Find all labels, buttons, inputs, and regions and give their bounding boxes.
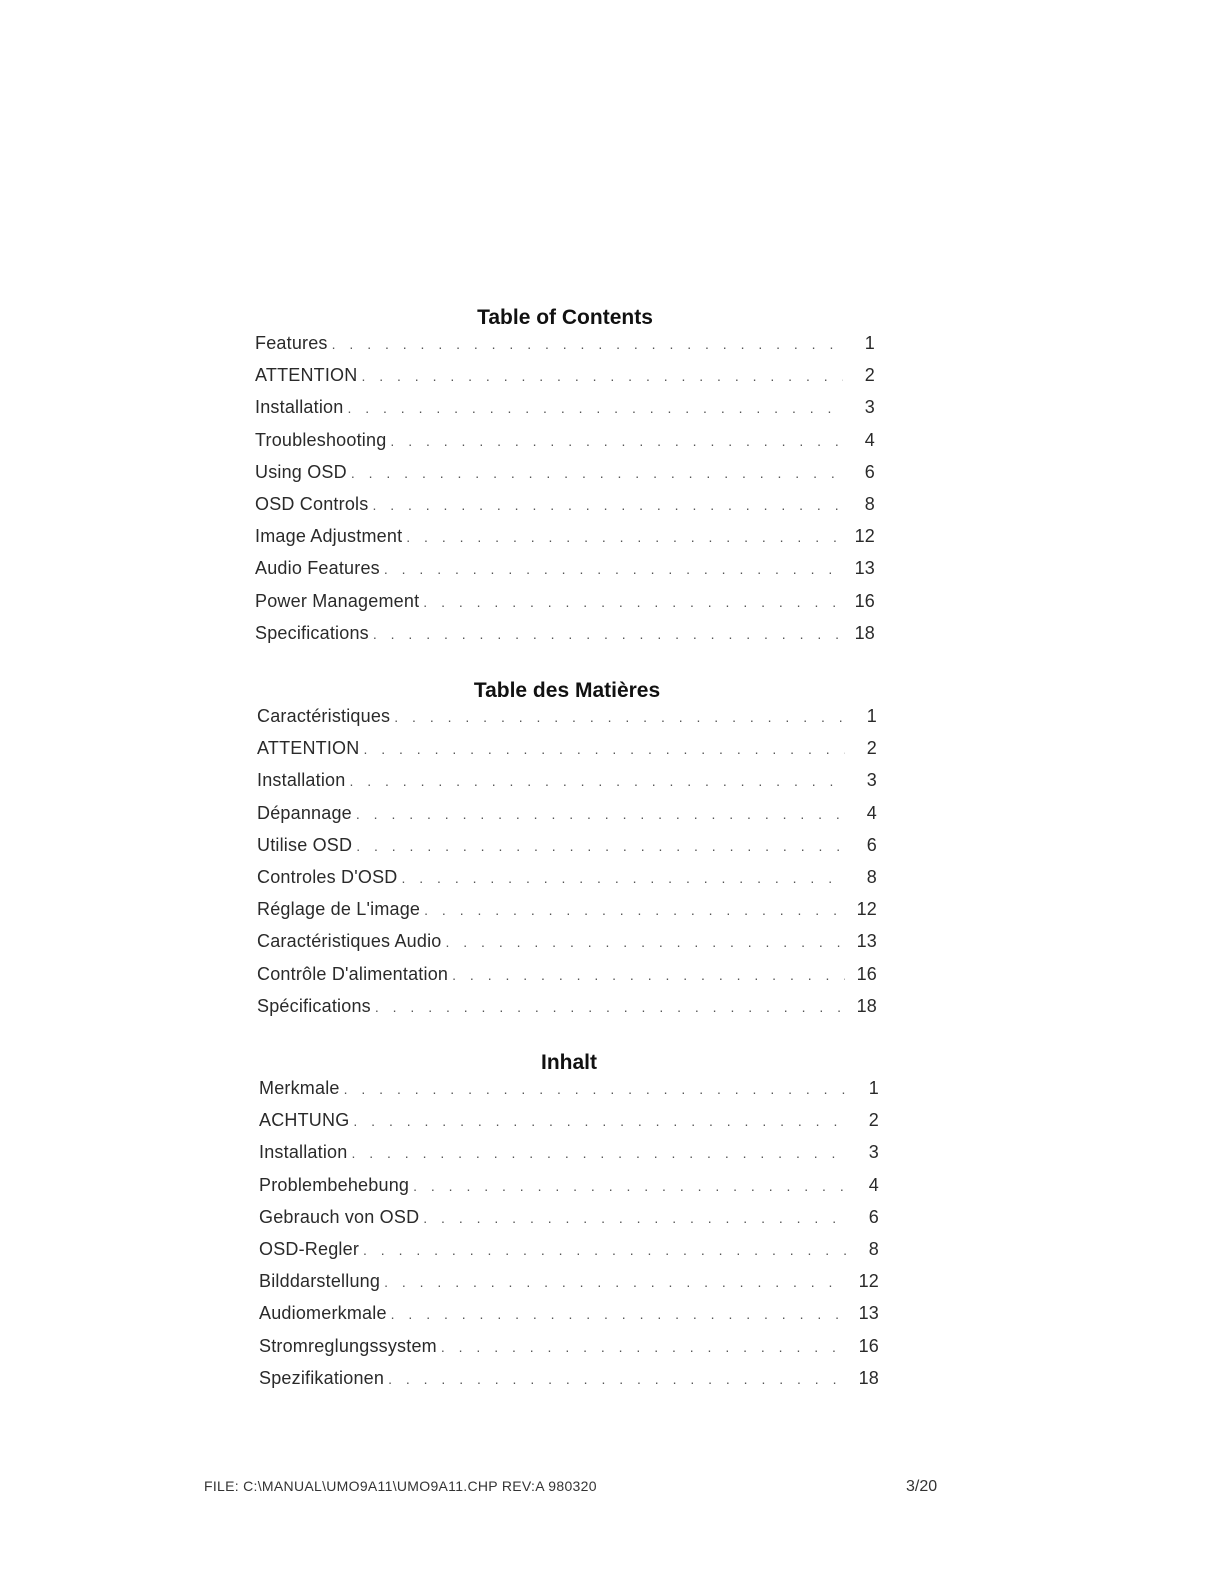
dot-leader [384, 561, 843, 577]
dot-leader [413, 1178, 847, 1194]
dot-leader [351, 465, 843, 481]
toc-entry [259, 1078, 879, 1110]
toc-entry-page: 2 [866, 738, 877, 759]
toc-entry-page: 13 [856, 931, 877, 952]
toc-entry-page: 3 [864, 397, 875, 418]
toc-entry-page: 1 [864, 333, 875, 353]
toc-entry-label: Features [255, 333, 328, 353]
toc-entry-label: Controles D'OSD [257, 866, 398, 887]
toc-entry [259, 1239, 879, 1271]
toc-entry [259, 1303, 879, 1335]
toc-entry-page: 13 [858, 1303, 879, 1324]
toc-entry [259, 1110, 879, 1142]
footer-page-number: 3/20 [906, 1478, 938, 1495]
toc-section-german [259, 1048, 879, 1400]
toc-entry [255, 397, 875, 429]
toc-entry-label: Problembehebung [259, 1174, 410, 1195]
toc-entry [257, 706, 877, 738]
section-heading: Table of Contents [477, 306, 653, 329]
toc-entry [255, 430, 875, 462]
dot-leader [423, 1210, 847, 1226]
dot-leader [424, 902, 845, 918]
toc-entry-page: 13 [854, 558, 875, 579]
dot-leader [344, 1081, 847, 1097]
toc-entry-page: 18 [854, 622, 875, 643]
toc-entry-page: 4 [866, 802, 877, 823]
toc-entry [259, 1336, 879, 1368]
toc-entry-label: Installation [255, 397, 344, 418]
toc-entry-page: 2 [864, 365, 875, 386]
toc-entry-label: Troubleshooting [255, 429, 387, 450]
toc-entry [255, 623, 875, 655]
toc-entry [259, 1175, 879, 1207]
toc-entry-label: Merkmale [259, 1078, 340, 1098]
dot-leader [363, 741, 845, 757]
toc-entry-label: ATTENTION [255, 365, 358, 386]
toc-entry-page: 4 [868, 1174, 879, 1195]
dot-leader [390, 433, 843, 449]
toc-entry-page: 12 [858, 1271, 879, 1292]
toc-entry-page: 2 [868, 1110, 879, 1131]
toc-entry-page: 12 [854, 526, 875, 547]
toc-entry-page: 12 [856, 899, 877, 920]
toc-entry-page: 16 [856, 963, 877, 984]
toc-section-english [255, 303, 875, 655]
dot-leader [351, 1145, 847, 1161]
toc-entry-label: Specifications [255, 622, 369, 643]
dot-leader [446, 934, 846, 950]
toc-entry-page: 16 [858, 1335, 879, 1356]
section-heading: Table des Matières [473, 679, 661, 702]
dot-leader [363, 1242, 847, 1258]
toc-list [259, 1078, 879, 1400]
toc-entry-label: Spezifikationen [259, 1367, 385, 1388]
toc-entry-label: Power Management [255, 590, 420, 611]
toc-entry-label: OSD Controls [255, 493, 369, 514]
toc-entry-label: Réglage de L'image [257, 899, 421, 920]
dot-leader [347, 400, 843, 416]
toc-entry-page: 6 [868, 1206, 879, 1227]
toc-entry-page: 18 [856, 995, 877, 1016]
toc-entry-label: Contrôle D'alimentation [257, 963, 449, 984]
toc-entry-page: 8 [864, 493, 875, 514]
toc-entry [259, 1271, 879, 1303]
toc-entry [257, 964, 877, 996]
dot-leader [452, 967, 845, 983]
toc-entry-label: Image Adjustment [255, 526, 403, 547]
dot-leader [406, 529, 843, 545]
toc-entry [257, 899, 877, 931]
toc-entry-page: 8 [866, 866, 877, 887]
dot-leader [349, 773, 845, 789]
dot-leader [394, 709, 845, 725]
toc-entry-label: OSD-Regler [259, 1238, 360, 1259]
toc-entry [259, 1142, 879, 1174]
toc-entry-page: 6 [864, 461, 875, 482]
dot-leader [356, 806, 845, 822]
dot-leader [373, 626, 843, 642]
dot-leader [391, 1306, 847, 1322]
dot-leader [384, 1274, 847, 1290]
toc-section-french [257, 676, 877, 1028]
dot-leader [372, 497, 843, 513]
toc-entry [255, 462, 875, 494]
toc-entry-label: ATTENTION [257, 738, 360, 759]
toc-entry-page: 1 [866, 706, 877, 726]
toc-entry [255, 526, 875, 558]
toc-entry-page: 16 [854, 590, 875, 611]
toc-entry [257, 931, 877, 963]
section-heading: Inhalt [541, 1051, 597, 1074]
toc-entry-page: 8 [868, 1238, 879, 1259]
toc-entry-label: Installation [259, 1142, 348, 1163]
toc-entry [257, 770, 877, 802]
toc-entry [257, 738, 877, 770]
dot-leader [441, 1339, 847, 1355]
toc-entry-page: 6 [866, 834, 877, 855]
toc-entry-label: Utilise OSD [257, 834, 353, 855]
toc-entry-label: Audio Features [255, 558, 380, 579]
toc-entry-label: Audiomerkmale [259, 1303, 387, 1324]
toc-entry-label: Bilddarstellung [259, 1271, 381, 1292]
toc-entry-label: Using OSD [255, 461, 347, 482]
toc-entry-label: Gebrauch von OSD [259, 1206, 420, 1227]
toc-entry [259, 1207, 879, 1239]
dot-leader [361, 368, 843, 384]
dot-leader [356, 838, 845, 854]
toc-entry-page: 1 [868, 1078, 879, 1098]
toc-entry [259, 1368, 879, 1400]
toc-entry-label: Dépannage [257, 802, 352, 823]
toc-entry [255, 333, 875, 365]
dot-leader [401, 870, 845, 886]
footer-file-path: FILE: C:\MANUAL\UMO9A11\UMO9A11.CHP REV:A 980320 [204, 1478, 597, 1494]
toc-list [255, 333, 875, 655]
toc-entry-page: 3 [868, 1142, 879, 1163]
toc-entry [255, 494, 875, 526]
toc-entry [255, 365, 875, 397]
toc-list [257, 706, 877, 1028]
toc-entry [255, 591, 875, 623]
toc-entry-label: Spécifications [257, 995, 371, 1016]
toc-entry-label: Caractéristiques Audio [257, 931, 442, 952]
toc-entry-page: 3 [866, 770, 877, 791]
toc-entry-label: ACHTUNG [259, 1110, 350, 1131]
dot-leader [423, 594, 843, 610]
dot-leader [353, 1113, 847, 1129]
toc-entry-label: Stromreglungssystem [259, 1335, 437, 1356]
toc-entry [257, 867, 877, 899]
toc-entry [257, 996, 877, 1028]
toc-entry [255, 558, 875, 590]
dot-leader [375, 999, 845, 1015]
toc-entry-label: Caractéristiques [257, 706, 391, 726]
dot-leader [388, 1371, 847, 1387]
toc-entry [257, 803, 877, 835]
toc-entry-label: Installation [257, 770, 346, 791]
toc-entry-page: 18 [858, 1367, 879, 1388]
toc-entry-page: 4 [864, 429, 875, 450]
toc-entry [257, 835, 877, 867]
dot-leader [332, 336, 843, 352]
